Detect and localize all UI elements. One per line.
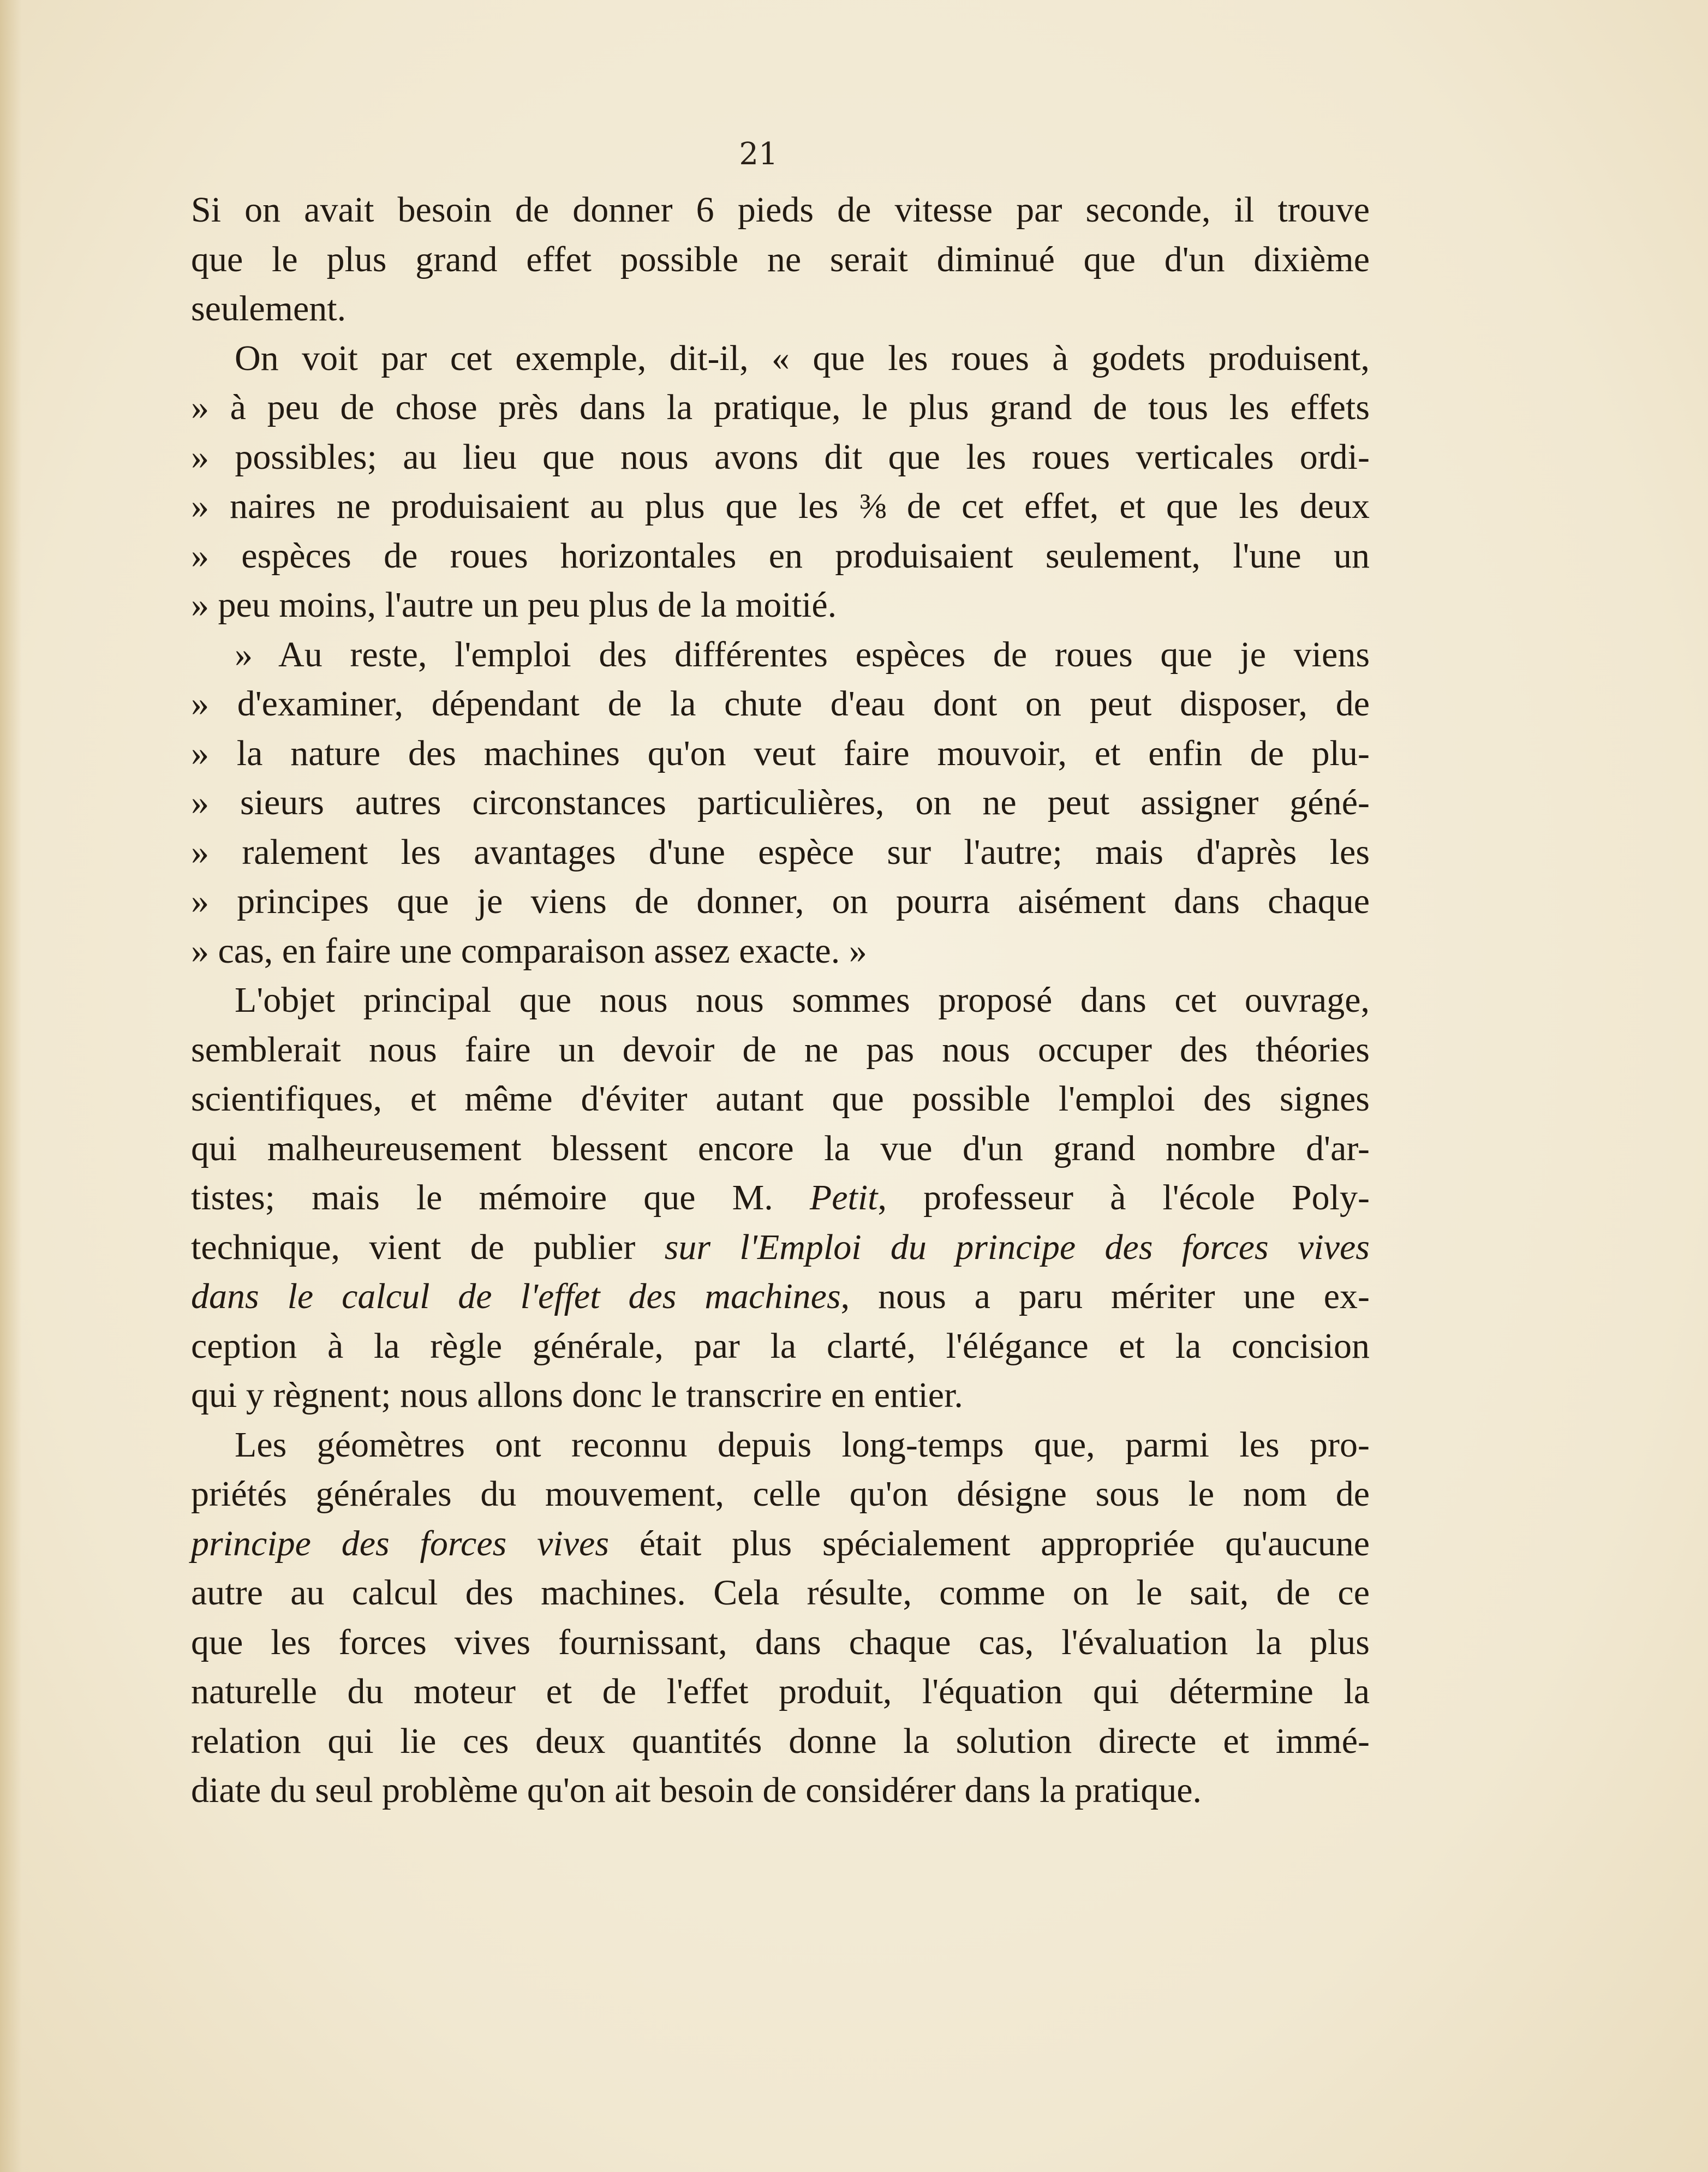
text-line: semblerait nous faire un devoir de ne pas nous occuper des théories — [191, 1029, 1370, 1070]
text-line: principe des forces vives était plus spécialement appropriée qu'aucune — [191, 1523, 1370, 1564]
text-line: » peu moins, l'autre un peu plus de la moitié. — [191, 585, 837, 625]
text-line: » la nature des machines qu'on veut faire mouvoir, et enfin de plu- — [191, 733, 1370, 773]
text-line: dans le calcul de l'effet des machines, nous a paru mériter une ex- — [191, 1276, 1370, 1316]
text-line: » cas, en faire une comparaison assez exacte. » — [191, 930, 867, 971]
italic-text: principe des forces vives — [191, 1523, 610, 1564]
text-line: » à peu de chose près dans la pratique, le plus grand de tous les effets — [191, 387, 1370, 427]
body-text — [191, 186, 1370, 1816]
text-line: ception à la règle générale, par la clarté, l'élégance et la concision — [191, 1326, 1370, 1366]
text-line: Les géomètres ont reconnu depuis long-temps que, parmi les pro- — [235, 1424, 1370, 1465]
text-line: On voit par cet exemple, dit-il, « que les roues à godets produisent, — [235, 338, 1370, 378]
text-line: » naires ne produisaient au plus que les ⅜ de cet effet, et que les deux — [191, 486, 1370, 526]
text-line: » principes que je viens de donner, on pourra aisément dans chaque — [191, 881, 1370, 921]
text-line: naturelle du moteur et de l'effet produit, l'équation qui détermine la — [191, 1672, 1370, 1711]
text-line: diate du seul problème qu'on ait besoin de considérer dans la pratique. — [191, 1770, 1202, 1810]
page-edge-shadow — [0, 0, 22, 2172]
text-line: » Au reste, l'emploi des différentes espèces de roues que je viens — [235, 634, 1370, 675]
text-line: tistes; mais le mémoire que M. Petit, professeur à l'école Poly- — [191, 1178, 1370, 1218]
text-line: Si on avait besoin de donner 6 pieds de vitesse par seconde, il trouve — [191, 190, 1370, 230]
italic-text: dans le calcul de l'effet des machines — [191, 1276, 841, 1316]
text-line: que les forces vives fournissant, dans chaque cas, l'évaluation la plus — [191, 1622, 1370, 1662]
text-line: » sieurs autres circonstances particulières, on ne peut assigner géné- — [191, 783, 1370, 822]
text-line: qui malheureusement blessent encore la vue d'un grand nombre d'ar- — [191, 1128, 1370, 1168]
text-line: autre au calcul des machines. Cela résulte, comme on le sait, de ce — [191, 1573, 1370, 1613]
text-line: relation qui lie ces deux quantités donne la solution directe et immé- — [191, 1721, 1370, 1761]
text-line: » possibles; au lieu que nous avons dit que les roues verticales ordi- — [191, 437, 1370, 477]
text-line: qui y règnent; nous allons donc le transcrire en entier. — [191, 1375, 963, 1415]
text-line: priétés générales du mouvement, celle qu'on désigne sous le nom de — [191, 1474, 1370, 1514]
italic-text: sur l'Emploi du principe des forces vives — [664, 1227, 1370, 1267]
text-line: scientifiques, et même d'éviter autant que possible l'emploi des signes — [191, 1079, 1370, 1119]
text-line: L'objet principal que nous nous sommes proposé dans cet ouvrage, — [235, 980, 1370, 1020]
page-number: 21 — [739, 136, 778, 172]
italic-text: Petit — [809, 1178, 878, 1218]
text-line: seulement. — [191, 289, 347, 329]
text-line: » ralement les avantages d'une espèce sur l'autre; mais d'après les — [191, 832, 1370, 872]
text-line: que le plus grand effet possible ne serait diminué que d'un dixième — [191, 239, 1370, 279]
text-line: technique, vient de publier sur l'Emploi du principe des forces vives — [191, 1227, 1370, 1267]
text-line: » d'examiner, dépendant de la chute d'eau dont on peut disposer, de — [191, 684, 1370, 724]
text-line: » espèces de roues horizontales en produisaient seulement, l'une un — [191, 535, 1370, 576]
